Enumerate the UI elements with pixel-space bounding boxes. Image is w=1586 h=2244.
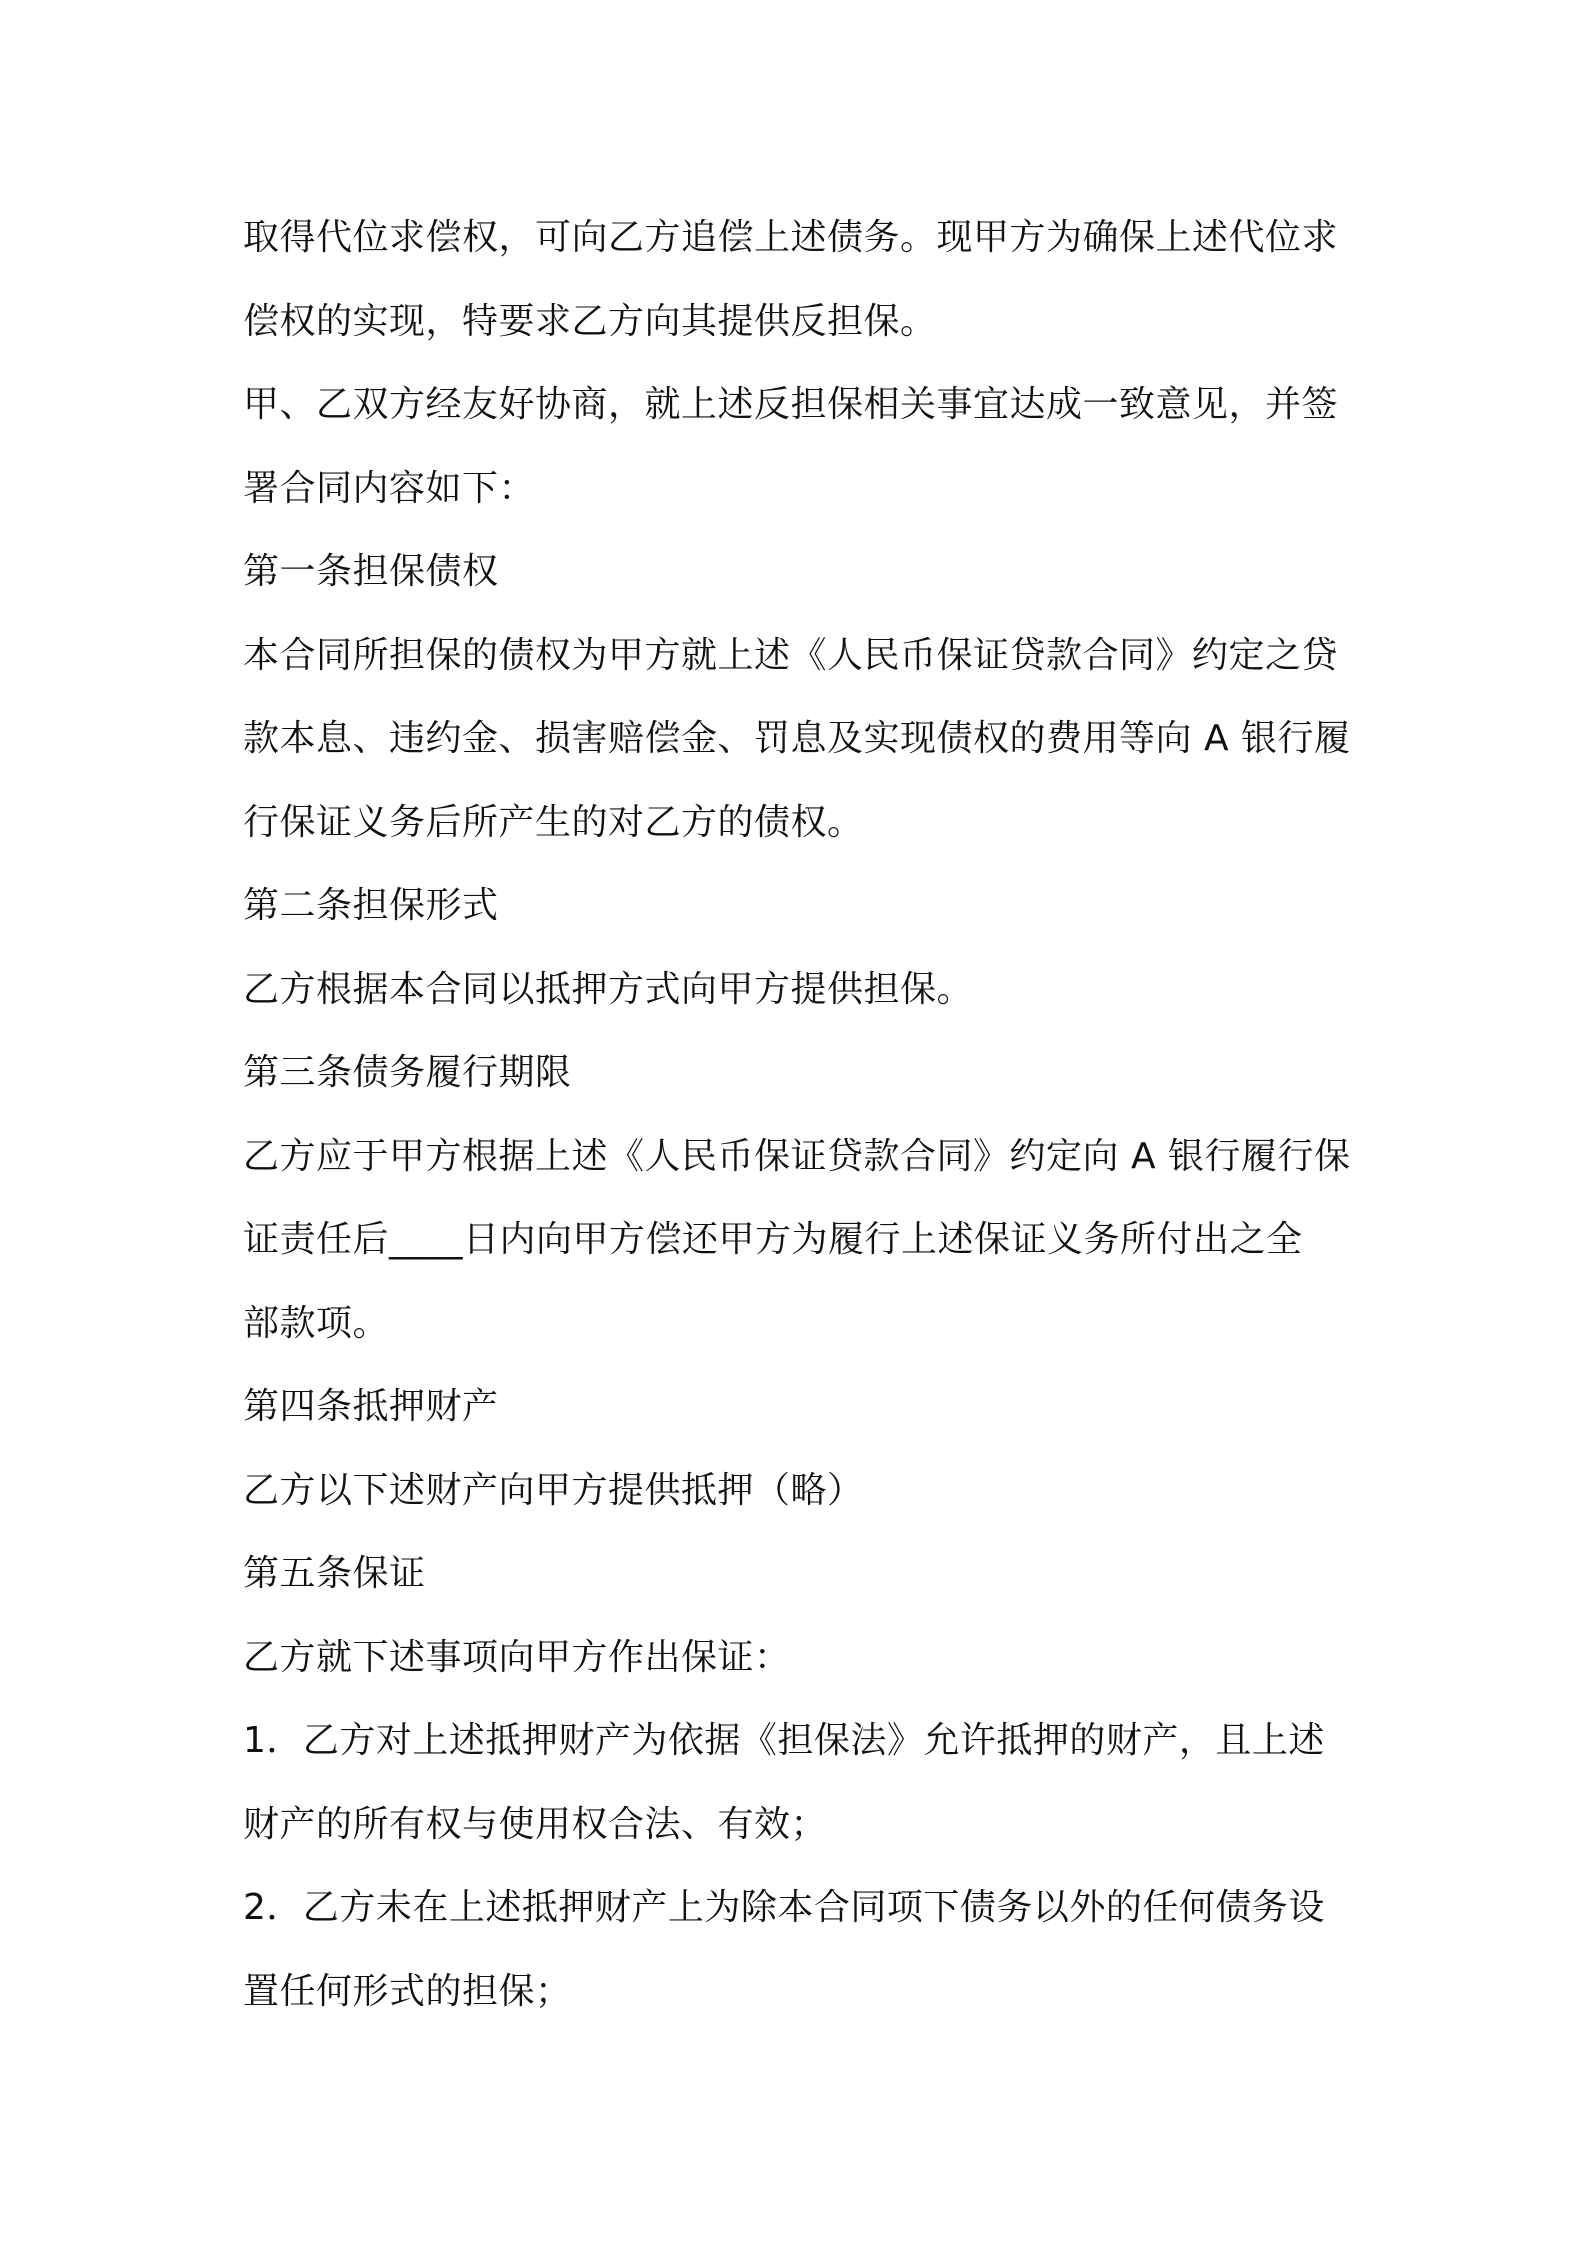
text-line: 署合同内容如下：: [243, 467, 536, 509]
list-item: 2．乙方未在上述抵押财产上为除本合同项下债务以外的任何债务设: [243, 1887, 1325, 1928]
text-line: 取得代位求偿权，可向乙方追偿上述债务。现甲方为确保上述代位求: [243, 217, 1339, 258]
text-line: 证责任后____日内向甲方偿还甲方为履行上述保证义务所付出之全: [243, 1219, 1303, 1260]
text-line: 款本息、违约金、损害赔偿金、罚息及实现债权的费用等向 A 银行履: [243, 718, 1351, 759]
section-heading: 第四条抵押财产: [243, 1386, 499, 1427]
text-line: 置任何形式的担保；: [243, 1970, 572, 2012]
text-line: 本合同所担保的债权为甲方就上述《人民币保证贷款合同》约定之贷: [243, 634, 1339, 676]
section-heading: 第三条债务履行期限: [243, 1052, 572, 1093]
list-item: 1．乙方对上述抵押财产为依据《担保法》允许抵押的财产，且上述: [243, 1720, 1325, 1761]
text-line: 偿权的实现，特要求乙方向其提供反担保。: [243, 300, 937, 342]
text-line: 行保证义务后所产生的对乙方的债权。: [243, 801, 864, 843]
section-heading: 第二条担保形式: [243, 885, 499, 926]
text-line: 乙方根据本合同以抵押方式向甲方提供担保。: [243, 968, 974, 1010]
text-line: 甲、乙双方经友好协商，就上述反担保相关事宜达成一致意见，并签: [243, 384, 1339, 425]
text-line: 乙方以下述财产向甲方提供抵押（略）: [243, 1469, 864, 1511]
text-line: 乙方就下述事项向甲方作出保证：: [243, 1636, 791, 1678]
text-line: 部款项。: [243, 1302, 390, 1344]
text-line: 乙方应于甲方根据上述《人民币保证贷款合同》约定向 A 银行履行保: [243, 1135, 1351, 1177]
section-heading: 第五条保证: [243, 1553, 426, 1594]
section-heading: 第一条担保债权: [243, 551, 499, 592]
text-line: 财产的所有权与使用权合法、有效；: [243, 1803, 828, 1845]
document-body: [243, 196, 1358, 2033]
